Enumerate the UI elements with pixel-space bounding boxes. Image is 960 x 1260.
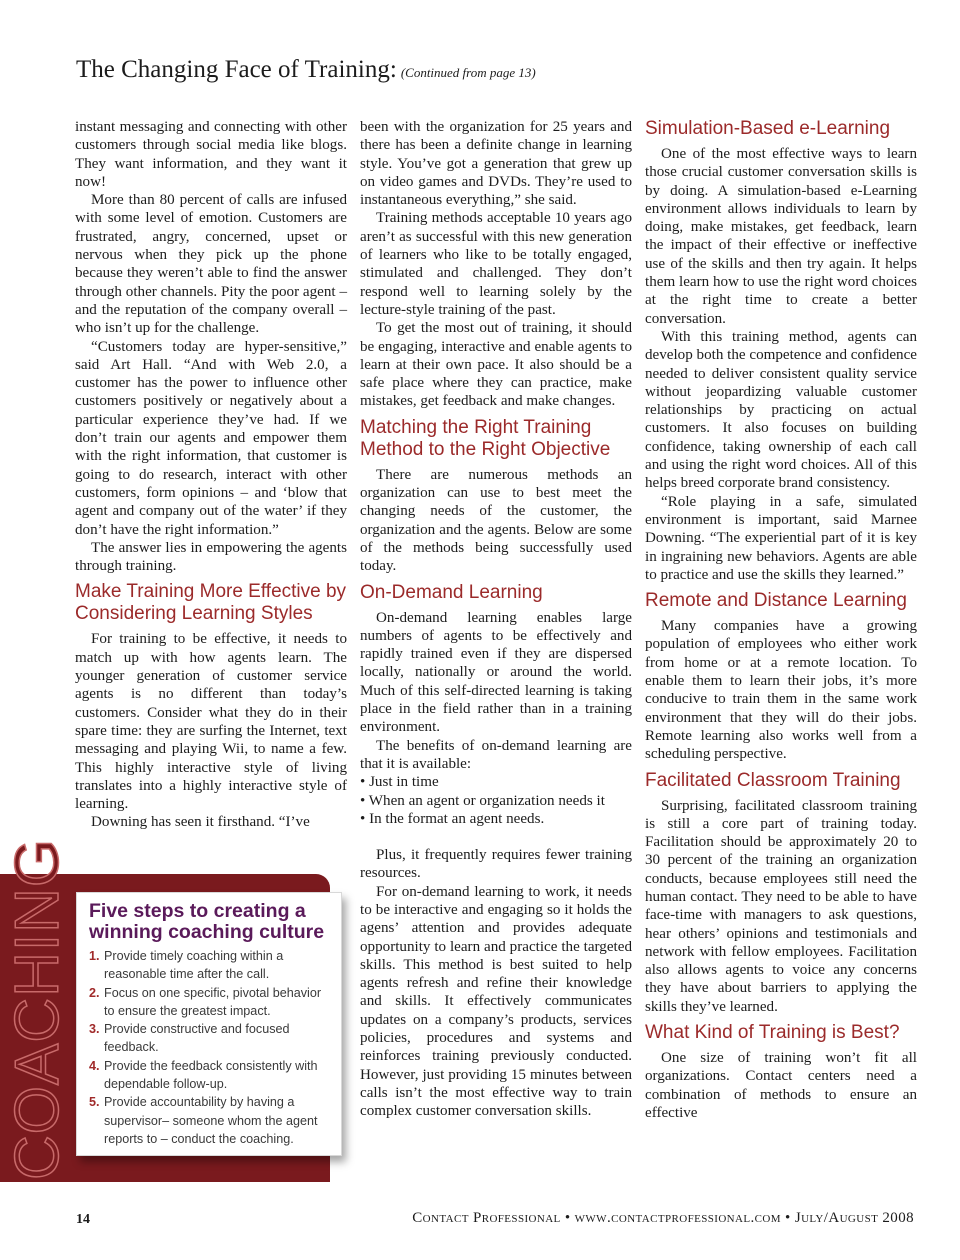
article-column-3 xyxy=(645,118,917,1122)
list-item: • In the format an agent needs. xyxy=(360,810,632,828)
step-text: Provide accountability by having a supervisor– someone whom the agent reports to – conduct the coaching. xyxy=(104,1095,318,1146)
footer-publication: Contact Professional • www.contactprofessional.com • July/August 2008 xyxy=(412,1210,914,1226)
step-number: 3. xyxy=(89,1022,100,1037)
paragraph: One size of training won’t fit all organizations. Contact centers need a combination of methods to ensure an effective xyxy=(645,1050,917,1121)
title-text: The Changing Face of Training: xyxy=(76,56,397,83)
paragraph: Surprising, facilitated classroom training is still a core part of training today. Facilitation should be approximately 20 to 30 percent of the training an organization conducts, because employees still need the human contact. They need to be able to have face-time with managers to ask questions, hear others’ opinions and testimonials and network with fellow employees. Facilitation also allows agents to voice any concerns they have about barriers to applying the skills they’ve learned. xyxy=(645,797,917,1015)
paragraph: Downing has seen it firsthand. “I’ve xyxy=(91,814,310,831)
step-item xyxy=(89,1020,331,1057)
step-number: 5. xyxy=(89,1095,100,1110)
step-number: 2. xyxy=(89,985,100,1000)
step-item xyxy=(89,1093,331,1148)
paragraph: The answer lies in empowering the agents through training. xyxy=(75,539,347,575)
step-item xyxy=(89,947,331,984)
list-item: • When an agent or organization needs it xyxy=(360,792,632,810)
paragraph: “Role playing in a safe, simulated environment is important, said Marnee Downing. “The experiential part of it is key in ingraining new behaviors. Agents are able to practice and use the skills they learned.” xyxy=(645,493,917,583)
section-heading: Remote and Distance Learning xyxy=(645,590,907,612)
steps-title: Five steps to creating a winning coaching culture xyxy=(89,900,325,943)
paragraph: been with the organization for 25 years and there has been a definite change in learning style. You’ve got a generation that grew up on video games and DVDs. They’re used to instantaneous everything,” she said. xyxy=(360,119,632,209)
paragraph: To get the most out of training, it should be engaging, interactive and enable agents to learn at their own pace. It also should be a safe place where they can practice, make mistakes, get feedback and make changes. xyxy=(360,320,632,410)
paragraph: The benefits of on-demand learning are that it is available: xyxy=(360,737,632,772)
paragraph: On-demand learning enables large numbers of agents to be effectively and rapidly trained even if they are dispersed locally, nationally or around the world. Much of this self-directed learning is taking place in the field rather than in a training environment. xyxy=(360,609,632,736)
benefits-list xyxy=(360,773,632,828)
step-text: Provide constructive and focused feedback. xyxy=(104,1022,290,1055)
step-item xyxy=(89,1057,331,1094)
section-heading: Simulation-Based e-Learning xyxy=(645,118,891,139)
paragraph: Many companies have a growing population of employees who either work from home or at a remote location. To enable them to learn their jobs, it’s more conducive to train them in the same work environment that they will do their jobs. Remote learning also works well from a scheduling perspective. xyxy=(645,618,917,763)
step-text: Focus on one specific, pivotal behavior to ensure the greatest impact. xyxy=(104,985,322,1018)
coaching-section-label: COACHING xyxy=(3,837,72,1180)
page-title xyxy=(76,56,536,84)
step-text: Provide timely coaching within a reasonable time after the call. xyxy=(104,949,284,982)
paragraph: Training methods acceptable 10 years ago aren’t as successful with this new generation of learners who like to be totally engaged, stimulated and challenged. They don’t respond well to learning solely by the lecture-style training of the past. xyxy=(360,210,632,318)
section-heading: Matching the Right Training Method to the Right Objective xyxy=(360,416,611,460)
coaching-steps-box xyxy=(76,892,342,1156)
paragraph: There are numerous methods an organization can use to best meet the changing needs of the customer, the organization and the agents. Below are some of the methods being successfully used today. xyxy=(360,466,632,575)
page-number: 14 xyxy=(76,1212,90,1227)
continued-note: (Continued from page 13) xyxy=(400,65,536,80)
step-text: Provide the feedback consistently with dependable follow-up. xyxy=(104,1058,318,1092)
steps-list xyxy=(89,947,331,1148)
step-number: 4. xyxy=(89,1058,100,1073)
paragraph: Plus, it frequently requires fewer training resources. xyxy=(360,847,632,882)
step-item xyxy=(89,984,331,1021)
section-heading: Make Training More Effective by Considering Learning Styles xyxy=(75,581,347,625)
article-column-2 xyxy=(360,118,632,1121)
paragraph: One of the most effective ways to learn those crucial customer conversation skills is by doing. A simulation-based e-Learning environment allows individuals to learn by doing, make mistakes, get feedback, learn the impact of their effective or ineffective use of the skills and then try again. It helps them learn how to use the right word choices at the right time to create a better conversation. xyxy=(645,146,917,327)
section-heading: On-Demand Learning xyxy=(360,581,543,603)
paragraph: “Customers today are hyper-sensitive,” said Art Hall. “And with Web 2.0, a customer has the power to influence other customers positively or negatively about a particular experience they’ve had. If we don’t train our agents and empower them with the right information, that customer is going to do research, interact with other customers, form opinions – and ‘blow that agent and company out of the water’ if they don’t have the right information.” xyxy=(75,338,347,538)
list-item: • Just in time xyxy=(360,773,632,791)
section-heading: What Kind of Training is Best? xyxy=(645,1022,900,1044)
paragraph: With this training method, agents can develop both the competence and confidence needed to deliver consistent quality service without jeopardizing valuable customer relationships by practicing on actual customers. It also focuses on building confidence, taking ownership of each call and using the right word choices. All of this helps breed corporate brand consistency. xyxy=(645,328,917,492)
paragraph: For on-demand learning to work, it needs to be interactive and engaging so it holds the agens’ attention and provides adequate opportunity to learn and practice the targeted skills. This method is best suited to help agents refresh and refine their knowledge and skills. It effectively communicates updates on a company’s products, services policies, procedures and systems and reinforces training previously conducted. However, just providing 15 minutes between calls isn’t the most effective way to train complex customer conversation skills. xyxy=(360,883,632,1120)
section-heading: Facilitated Classroom Training xyxy=(645,769,901,791)
step-number: 1. xyxy=(89,949,100,963)
paragraph: More than 80 percent of calls are infused with some level of emotion. Customers are frustrated, angry, concerned, upset or nervous when they pick up the phone because they weren’t able to find the answer through other channels. Pity the poor agent – and the reputation of the company overall – who isn’t up for the challenge. xyxy=(75,192,347,337)
paragraph: For training to be effective, it needs to match up with how agents learn. The younger generation of customer service agents is no different than today’s customers. Consider what they do in their spare time: they are surfing the Internet, text messaging and playing Wii, to name a few. This highly interactive style of living translates into a highly interactive style of learning. xyxy=(75,631,347,813)
article-column-1 xyxy=(75,118,347,832)
paragraph: instant messaging and connecting with other customers through social media like blogs. They want information, and they want it now! xyxy=(75,119,347,190)
